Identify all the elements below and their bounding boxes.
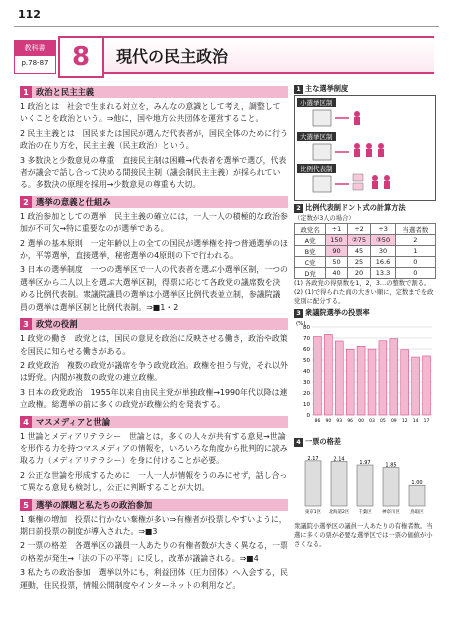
textbook-ref [14, 40, 56, 74]
x-tick-label: 93 [336, 419, 343, 424]
sidebar-figures [294, 82, 436, 549]
y-tick-label: 80 [303, 325, 310, 331]
bar [346, 349, 354, 415]
main-text [20, 82, 288, 594]
x-tick-label: 00 [358, 419, 364, 424]
figure-2-subtitle: （定数が3人の場合） [294, 215, 355, 222]
vote-gap-chart [294, 448, 436, 518]
bar [314, 336, 322, 415]
turnout-chart [294, 319, 436, 431]
section-item: 1 政治とは 社会で生まれる対立を，みんなの意識として考え，調整していくことを政治という。⇒他に，国や地方公共団体を運営すること。 [20, 102, 281, 124]
y-tick-label: 0 [306, 413, 310, 419]
section-item: 3 私たちの政治参加 選挙以外にも，利益団体（圧力団体）へ入会する，民運動，住民投票，情報公開制度やインターネットの利用など。 [20, 568, 288, 590]
textbook-label: 教科書 [15, 41, 55, 56]
bar [390, 339, 398, 415]
x-tick-label: 96 [347, 419, 354, 424]
figure-3-title: 3 衆議院選挙の投票率 [294, 308, 436, 318]
x-tick-label: 17 [423, 419, 430, 424]
section-item: 1 政治参加としての選挙 民主主義の確立には，一人一人の積極的な政治参加が不可欠→特に重要なのが選挙である。 [20, 211, 288, 234]
x-tick-label: 神奈川区 [382, 510, 400, 515]
bar [368, 349, 376, 415]
bar [401, 350, 409, 415]
y-tick-label: 40 [303, 369, 310, 375]
data-label: 1.97 [359, 460, 371, 467]
label-proportional: 比例代表制 [297, 164, 336, 173]
x-tick-label: 千葉区 [358, 510, 372, 515]
y-tick-label: 70 [303, 336, 310, 342]
data-label: 2.17 [307, 455, 319, 462]
bar [409, 485, 425, 506]
y-tick-label: 10 [303, 402, 310, 408]
section-item: 2 民主主義とは 国民または国民が選んだ代表者が，国民全体のために行う政治の在り方を，民主主義（民主政治）という。 [20, 128, 288, 151]
figure-4-caption: 衆議院小選挙区の議員一人あたりの有権者数。当選に多くの票が必要な選挙区では一票の価値が小さくなる。 [294, 523, 433, 548]
section-heading: 5 選挙の課題と私たちの政治参加 [20, 499, 288, 511]
section-item: 1 世論とメディアリテラシー 世論とは，多くの人々が共有する意見→世論を形作る力を持つマスメディアの情報を，いろいろな角度から批判的に読み取る力（メディアリテラシー）を身に付けることが必要。 [20, 431, 288, 466]
x-tick-label: 03 [369, 419, 375, 424]
x-tick-label: 14 [412, 419, 419, 424]
section-heading: 4 マスメディアと世論 [20, 416, 288, 428]
figure-1-title: 1 主な選挙制度 [294, 84, 436, 94]
bar [423, 356, 431, 415]
bar [357, 346, 365, 415]
x-tick-label: 09 [390, 419, 397, 424]
section-heading: 2 選挙の意義と仕組み [20, 196, 288, 208]
section-item: 1 政党の働き 政党とは，国民の意見を政治に反映させる働き，政治や政策を国民に知らせる働きがある。 [20, 334, 288, 356]
label-multi-member: 大選挙区制 [297, 132, 336, 141]
section-item: 3 日本の選挙制度 一つの選挙区で一人の代表者を選ぶ小選挙区制，一つの選挙区から二人以上を選ぶ大選挙区制，得票に応じて各政党の議席数を決める比例代表制。衆議院議員の選挙は小選挙区比例代表並立制，参議院議員の選挙は選挙区制と比例代表制。⇒■1・2 [20, 265, 288, 312]
data-label: 2.14 [333, 456, 345, 463]
figure-2-title: 2 比例代表制ドント式の計算方法 [294, 203, 436, 213]
y-tick-label: 20 [303, 391, 310, 397]
y-tick-label: 50 [303, 358, 310, 364]
election-diagram [295, 96, 431, 196]
bar [324, 334, 332, 415]
figure-2-note: (2) (1)で得られた商の大きい順に，定数までを政党別に配分する。 [294, 289, 434, 305]
x-tick-label: 鳥取区 [410, 510, 424, 515]
x-tick-label: 12 [401, 419, 408, 424]
bar [305, 461, 321, 506]
section-heading: 1 政治と民主主義 [20, 86, 288, 98]
section-item: 1 棄権の増加 投票に行かない棄権が多い⇒有権者が投票しやすいように，期日前投票の制度が導入された。⇒■3 [20, 514, 287, 536]
bar [412, 357, 420, 415]
textbook-pages: p.78-87 [21, 59, 49, 67]
bar [379, 341, 387, 415]
y-tick-label: 60 [303, 347, 310, 353]
chapter-title: 現代の民主政治 [104, 36, 434, 74]
y-tick-label: 30 [303, 380, 310, 386]
x-tick-label: 05 [380, 419, 386, 424]
bar [335, 341, 343, 415]
section-item: 2 選挙の基本原則 一定年齢以上の全ての国民が選挙権を持つ普通選挙のほか，平等選挙，直接選挙，秘密選挙の4原則の下で行われる。 [20, 238, 288, 261]
page-number: 112 [18, 8, 41, 21]
x-tick-label: 90 [325, 419, 332, 424]
label-single-member: 小選挙区制 [297, 98, 336, 107]
section-item: 2 政党政治 複数の政党が議席を争う政党政治。政権を担う与党，それ以外は野党。内閣が複数の政党の連立政権。 [20, 360, 288, 383]
section-heading: 3 政党の役割 [20, 318, 288, 330]
x-tick-label: 86 [314, 419, 321, 424]
chapter-number: 8 [58, 36, 104, 78]
figure-4-title: 4 一票の格差 [294, 437, 436, 447]
section-item: 3 多数決と少数意見の尊重 直接民主制は困難→代表者を選挙で選び，代表者が議会で話し合って決める間接民主制（議会制民主主義）が採られている。多数決の原理を採用→少数意見の尊重も大切。 [20, 155, 287, 190]
data-label: 1.00 [411, 480, 423, 487]
section-item: 3 日本の政党政治 1955年以来自由民主党が単独政権→1990年代以降は連立政権。総選挙の前に多くの政党が政権公約を発表する。 [20, 387, 288, 410]
figure-2-note: (1) 各政党の得票数を1，2，3…の整数で割る。 [294, 280, 431, 287]
dhondt-table: 政党名 ÷1 ÷2 ÷3 当選者数 A党 150 ②75 ③50 2 B党 90 45 30 1 C党 50 25 16.6 0 D党 40 20 13.3 0 [294, 223, 436, 279]
y-axis-unit: (%) [296, 321, 306, 327]
data-label: 1.85 [385, 462, 397, 469]
section-item: 2 一票の格差 各選挙区の議員一人あたりの有権者数が大きく異なる，一票の格差が発生→「法の下の平等」に反し，改革が議論される。⇒■4 [20, 541, 288, 563]
x-tick-label: 北海道2区 [328, 510, 350, 515]
bar [383, 468, 399, 506]
section-item: 2 公正な世論を形成するために 一人一人が情報をうのみにせず，話し合って異なる意見も検討し，公正に判断することが大切。 [20, 470, 288, 493]
divider [14, 26, 439, 27]
bar [357, 465, 373, 506]
x-tick-label: 東京1区 [304, 510, 322, 515]
figure-1-electoral-systems [294, 95, 436, 201]
bar [331, 461, 347, 506]
